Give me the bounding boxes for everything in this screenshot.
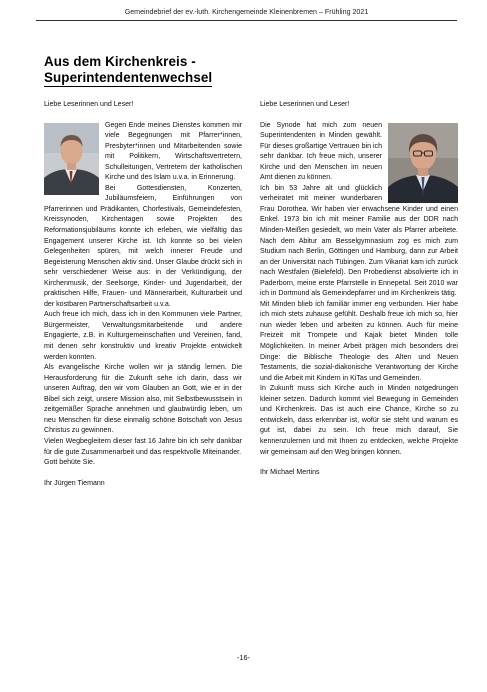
left-greeting: Liebe Leserinnen und Leser! <box>44 101 134 108</box>
left-paragraph-6: Gott behüte Sie. <box>44 459 95 467</box>
article-title <box>44 54 212 87</box>
newsletter-header: Gemeindebrief der ev.-luth. Kirchengemeinde Kleinenbremen – Frühling 2021 <box>36 8 457 21</box>
portrait-photo-tiemann <box>44 123 99 195</box>
left-paragraph-3: Auch freue ich mich, dass ich in den Kommunen viele Partner, Bürgermeister, Verwaltungsmitarbeitende und andere Engagierte, z.B. in Kulturgemeinschaften und Vereinen, fand, mit denen sehr konstruktiv und kreativ Projekte entwickelt werden konnten. <box>44 311 242 361</box>
right-column <box>260 100 458 479</box>
right-greeting: Liebe Leserinnen und Leser! <box>260 101 350 108</box>
left-column <box>44 100 242 489</box>
right-signature: Ihr Michael Mertins <box>260 469 320 477</box>
article-title-line-2: Superintendentenwechsel <box>44 70 212 88</box>
left-signature: Ihr Jürgen Tiemann <box>44 479 105 487</box>
right-paragraph-3: Mit Minden blieb ich familiär immer eng verbunden. Hier habe ich mich stets zuhause gefühlt. Deshalb freue ich mich so, hier nun wieder leben und arbeiten zu können. Auch für meine Freizeit mit Trompete und Kajak bietet Minden tolle Möglichkeiten. In meiner Arbeit prägen mich besonders drei Dinge: die Biblische Theologie des Alten und Neuen Testaments, die sozial-diakonische Verantwortung der Kirche und die Arbeit mit Kindern in KiTas und Gemeinden. <box>260 300 458 382</box>
page-number: -16- <box>237 653 250 662</box>
right-paragraph-2: Ich bin 53 Jahre alt und glücklich verheiratet mit meiner wunderbaren Frau Dorothea. Wir haben vier erwachsene Kinder und einen Enkel. 1973 bin ich mit meiner Familie aus der DDR nach Minden-Meißen gesiedelt, wo mein Vater als Pfarrer arbeitete. Nach dem Abitur am Besselgymnasium zog es mich zum Studium nach Berlin, Göttingen und Hamburg, dann zur Arbeit an der Universität nach Tübingen. Zum Vikariat kam ich zurück nach Westfalen (Bielefeld). Den Probedienst absolvierte ich in Paderborn, meine erste Pfarrstelle in Ennepetal. Seit 2010 war ich in Dortmund als Gemeindepfarrer und im Kirchenkreis tätig. <box>260 184 458 298</box>
portrait-photo-mertins <box>388 123 458 203</box>
right-paragraph-4: In Zukunft muss sich Kirche auch in Minden notgedrungen kleiner setzen. Dadurch kommt viel Bewegung in Gemeinden und Kirchenkreis. Das ist auch eine Chance, Kirche so zu entwickeln, dass erkennbar ist, wofür sie steht und warum es gut ist, dabei zu sein. Ich freue mich darauf, Sie kennenzulernen und mit Ihnen zu entdecken, welche Projekte wir gemeinsam auf den Weg bringen können. <box>260 385 458 456</box>
left-paragraph-2: Bei Gottesdiensten, Konzerten, Jubiläumsfeiern, Einführungen von Pfarrerinnen und Prädikanten, Chorfestivals, Gemeindefesten, Kreissynoden, Kirchentagen sowie Projekten des Reformationsjubiläums konnte ich erleben, wie vielfältig das Engagement unserer Kirche ist. Ich konnte so bei vielen Gelegenheiten spüren, mit welch innerer Freude und Begeisterung Menschen aktiv sind. Unser Glaube drückt sich in sehr verschiedener Weise aus: in der Verkündigung, der Kirchenmusik, der Seelsorge, Kinder- und Jugendarbeit, der praktischen Hilfe, Frauen- und Männerarbeit, Kulturarbeit und der kostbaren Partnerschaftsarbeit u.v.a. <box>44 184 242 308</box>
left-paragraph-4: Als evangelische Kirche wollen wir ja ständig lernen. Die Herausforderung für die Zukunft sehe ich darin, dass wir unseren Auftrag, den wir vom Glauben an Gott, wie er in der Bibel sich zeigt, unsere Mission also, mit Selbstbewusstsein in zeitgemäßer Sprache annehmen und glaubwürdig leben, um neu Menschen für diese einmalig schöne Botschaft von Jesus Christus zu gewinnen. <box>44 364 242 435</box>
left-paragraph-5: Vielen Wegbegleitern dieser fast 16 Jahre bin ich sehr dankbar für die gute Zusammenarbeit und das respektvolle Miteinander. <box>44 437 242 456</box>
right-paragraph-1: Die Synode hat mich zum neuen Superintendenten in Minden gewählt. Für dieses großartige Vertrauen bin ich sehr dankbar. Ich freue mich, unserer Kirche und den Menschen im neuen Amt dienen zu können. <box>260 121 382 182</box>
article-title-line-1: Aus dem Kirchenkreis - <box>44 54 196 69</box>
left-paragraph-1: Gegen Ende meines Dienstes kommen mir viele Begegnungen mit Pfarrer*innen, Presbyter*innen und Mitarbeitenden sowie mit Politikern, Wirtschaftsvertretern, Schulleitungen, Vertretern der katholischen Kirche und des Islam u.v.a. in Erinnerung. <box>105 121 242 182</box>
